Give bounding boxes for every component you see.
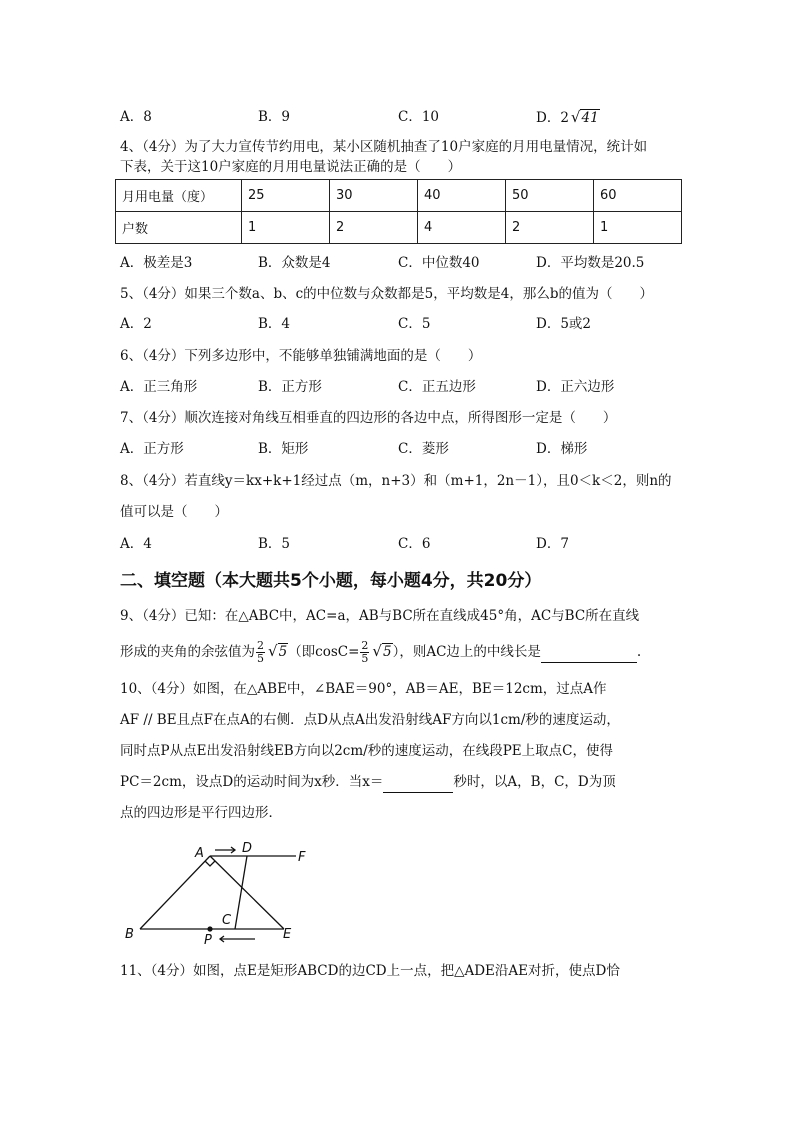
table-cell: 1 bbox=[242, 212, 330, 244]
q9-line-1: 9、（4分）已知：在△ABC中，AC=a，AB与BC所在直线成45°角，AC与BC所在直线 bbox=[120, 608, 640, 624]
q8-option-c: C．6 bbox=[398, 536, 431, 552]
answer-blank[interactable] bbox=[541, 642, 637, 663]
sqrt-radicand: 5 bbox=[382, 644, 392, 660]
table-cell: 户数 bbox=[116, 212, 242, 244]
q8-option-a: A．4 bbox=[120, 536, 152, 552]
sqrt-sign: √41 bbox=[570, 108, 599, 126]
q10-line-4 bbox=[120, 772, 616, 793]
q10-text-a: PC＝2cm，设点D的运动时间为x秒．当x＝ bbox=[120, 774, 384, 790]
q3-option-b: B．9 bbox=[258, 109, 291, 125]
label-c: C bbox=[222, 913, 232, 928]
table-cell: 1 bbox=[594, 212, 682, 244]
q3-option-d-radicand: 41 bbox=[581, 110, 599, 126]
q7-option-a: A．正方形 bbox=[120, 441, 184, 457]
usage-table bbox=[115, 179, 682, 244]
fraction-numerator: 2 bbox=[361, 639, 369, 652]
q8-option-d: D．7 bbox=[536, 536, 569, 552]
q4-option-d: D．平均数是20.5 bbox=[536, 255, 645, 271]
q10-line-3: 同时点P从点E出发沿射线EB方向以2cm/秒的速度运动，在线段PE上取点C，使得 bbox=[120, 743, 613, 759]
q3-option-c: C．10 bbox=[398, 109, 440, 125]
q4-option-a: A．极差是3 bbox=[120, 255, 193, 271]
q5-line-1: 5、（4分）如果三个数a、b、c的中位数与众数都是5，平均数是4，那么b的值为（ ） bbox=[120, 286, 653, 302]
q11-line-1: 11、（4分）如图，点E是矩形ABCD的边CD上一点，把△ADE沿AE对折，使点D恰 bbox=[120, 963, 620, 979]
q5-option-c: C．5 bbox=[398, 316, 431, 332]
table-cell: 60 bbox=[594, 180, 682, 212]
fraction bbox=[256, 640, 265, 665]
q4-option-b: B．众数是4 bbox=[258, 255, 331, 271]
q9-line-2 bbox=[120, 640, 641, 665]
q7-line-1: 7、（4分）顺次连接对角线互相垂直的四边形的各边中点，所得图形一定是（ ） bbox=[120, 410, 617, 426]
q5-option-b: B．4 bbox=[258, 316, 291, 332]
right-angle-mark bbox=[205, 861, 215, 866]
table-cell: 30 bbox=[330, 180, 418, 212]
q8-option-b: B．5 bbox=[258, 536, 291, 552]
q7-option-c: C．菱形 bbox=[398, 441, 449, 457]
q7-option-b: B．矩形 bbox=[258, 441, 309, 457]
q3-option-a: A．8 bbox=[120, 109, 152, 125]
q4-line-2: 下表，关于这10户家庭的月用电量说法正确的是（ ） bbox=[120, 159, 462, 175]
q10-line-2: AF // BE且点F在点A的右侧．点D从点A出发沿射线AF方向以1cm/秒的速度运动， bbox=[120, 712, 620, 728]
sqrt-radicand: 5 bbox=[278, 644, 288, 660]
table-cell: 4 bbox=[418, 212, 506, 244]
q4-line-1: 4、（4分）为了大力宣传节约用电，某小区随机抽查了10户家庭的月用电量情况，统计如 bbox=[120, 139, 648, 155]
q3-option-d-prefix: D．2 bbox=[536, 110, 569, 126]
q3-option-d bbox=[536, 107, 600, 128]
q6-line-1: 6、（4分）下列多边形中，不能够单独铺满地面的是（ ） bbox=[120, 348, 482, 364]
q9-text-c: ），则AC边上的中线长是 bbox=[392, 644, 541, 660]
q5-option-a: A．2 bbox=[120, 316, 152, 332]
q10-line-1: 10、（4分）如图，在△ABE中，∠BAE＝90°，AB＝AE，BE＝12cm，过点A作 bbox=[120, 681, 607, 697]
q4-option-c: C．中位数40 bbox=[398, 255, 480, 271]
fraction-numerator: 2 bbox=[257, 639, 264, 652]
geometry-figure bbox=[120, 838, 320, 948]
answer-blank[interactable] bbox=[383, 772, 453, 793]
sqrt-sign: √5 bbox=[268, 642, 288, 660]
q6-option-c: C．正五边形 bbox=[398, 379, 476, 395]
fraction bbox=[360, 640, 369, 665]
q9-text-b: （即cosC= bbox=[288, 644, 360, 660]
label-f: F bbox=[298, 850, 306, 865]
q9-end: . bbox=[636, 644, 642, 660]
label-d: D bbox=[242, 841, 253, 856]
table-cell: 月用电量（度） bbox=[116, 180, 242, 212]
table-cell: 50 bbox=[506, 180, 594, 212]
q8-line-2: 值可以是（ ） bbox=[120, 504, 228, 520]
table-cell: 2 bbox=[506, 212, 594, 244]
label-e: E bbox=[283, 927, 292, 942]
q6-option-d: D．正六边形 bbox=[536, 379, 615, 395]
q8-line-1: 8、（4分）若直线y＝kx+k+1经过点（m，n+3）和（m+1，2n－1），且0＜k＜2，则n的 bbox=[120, 473, 672, 489]
fraction-denominator: 5 bbox=[361, 652, 369, 665]
point-p-dot bbox=[207, 926, 212, 931]
table-row bbox=[116, 212, 682, 244]
q9-text-a: 形成的夹角的余弦值为 bbox=[120, 644, 255, 660]
fraction-denominator: 5 bbox=[257, 652, 264, 665]
label-p: P bbox=[204, 933, 212, 948]
q10-text-b: 秒时，以A，B，C，D为顶 bbox=[453, 774, 616, 790]
label-a: A bbox=[195, 846, 204, 861]
q10-line-5: 点的四边形是平行四边形． bbox=[120, 805, 282, 821]
sqrt-sign: √5 bbox=[372, 642, 392, 660]
table-cell: 25 bbox=[242, 180, 330, 212]
table-cell: 2 bbox=[330, 212, 418, 244]
q7-option-d: D．梯形 bbox=[536, 441, 588, 457]
segment-dc bbox=[235, 856, 247, 929]
section-2-title: 二、填空题（本大题共5个小题，每小题4分，共20分） bbox=[120, 571, 542, 591]
table-cell: 40 bbox=[418, 180, 506, 212]
q5-option-d: D．5或2 bbox=[536, 316, 592, 332]
segment-ab bbox=[140, 856, 210, 929]
label-b: B bbox=[125, 927, 134, 942]
q6-option-b: B．正方形 bbox=[258, 379, 322, 395]
q6-option-a: A．正三角形 bbox=[120, 379, 198, 395]
table-row bbox=[116, 180, 682, 212]
